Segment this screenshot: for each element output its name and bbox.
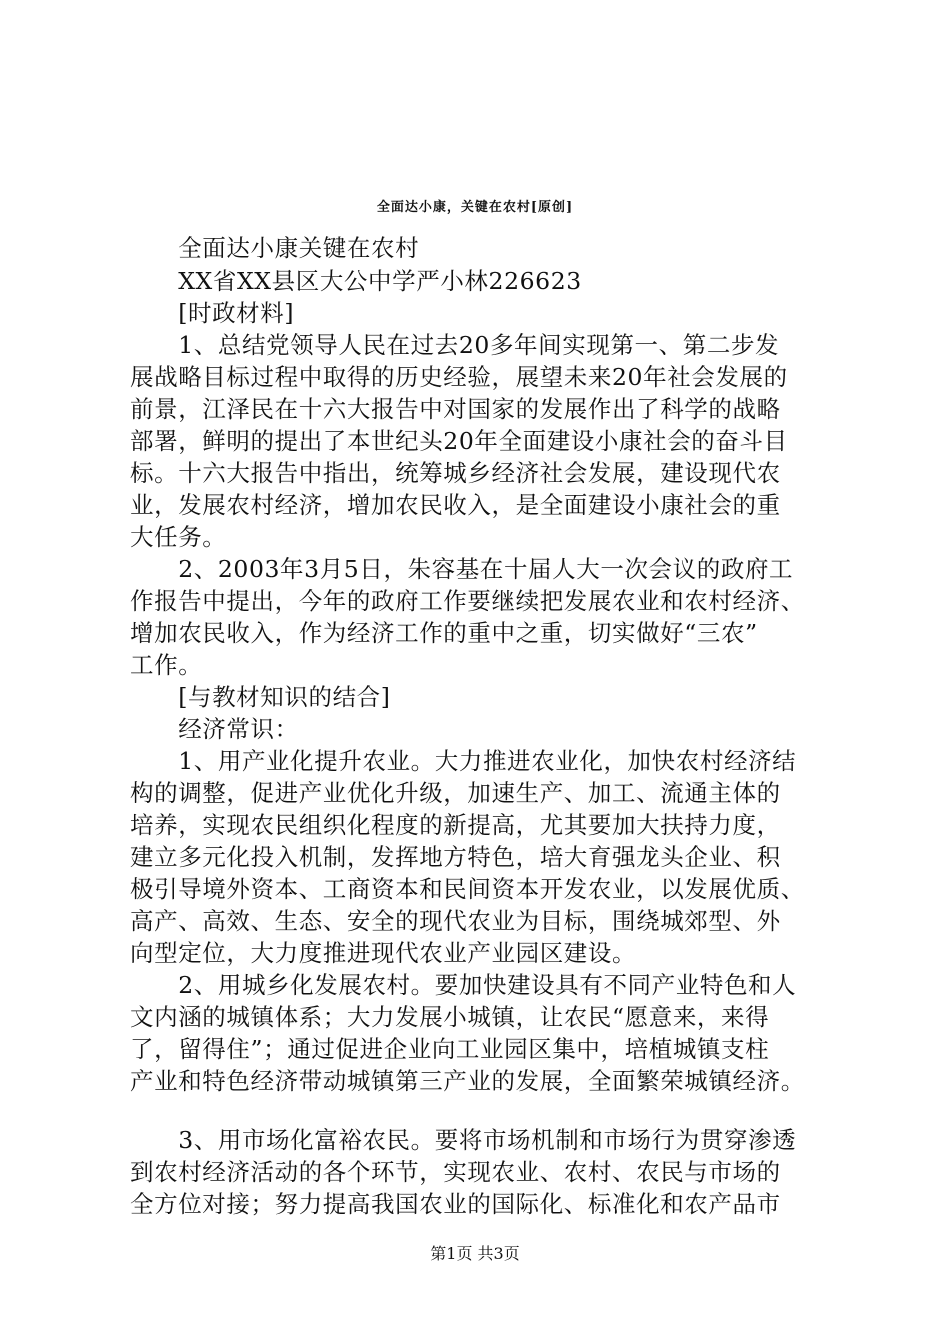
text-line: 文内涵的城镇体系；大力发展小城镇，让农民“愿意来，来得 bbox=[130, 1003, 770, 1031]
text-line: 展战略目标过程中取得的历史经验，展望未来20年社会发展的 bbox=[130, 363, 788, 391]
text-line: XX省XX县区大公中学严小林226623 bbox=[130, 267, 582, 295]
document-title: 全面达小康，关键在农村[原创] bbox=[376, 200, 574, 215]
text-line: 3、用市场化富裕农民。要将市场机制和市场行为贯穿渗透 bbox=[130, 1126, 797, 1154]
text-line: 1、总结党领导人民在过去20多年间实现第一、第二步发 bbox=[130, 331, 780, 359]
text-line: 全方位对接；努力提高我国农业的国际化、标准化和农产品市 bbox=[130, 1190, 781, 1218]
text-line: 业，发展农村经济，增加农民收入，是全面建设小康社会的重 bbox=[130, 491, 781, 519]
text-line: 了，留得住”；通过促进企业向工业园区集中，培植城镇支柱 bbox=[130, 1035, 770, 1063]
text-line: 1、用产业化提升农业。大力推进农业化，加快农村经济结 bbox=[130, 747, 797, 775]
text-line: 前景，江泽民在十六大报告中对国家的发展作出了科学的战略 bbox=[130, 395, 781, 423]
text-line: 标。十六大报告中指出，统筹城乡经济社会发展，建设现代农 bbox=[130, 459, 781, 487]
text-line: 全面达小康关键在农村 bbox=[130, 234, 420, 262]
text-line: 向型定位，大力度推进现代农业产业园区建设。 bbox=[130, 939, 637, 967]
text-line: 产业和特色经济带动城镇第三产业的发展，全面繁荣城镇经济。 bbox=[130, 1067, 805, 1095]
text-line: 经济常识： bbox=[130, 715, 299, 743]
text-line: 到农村经济活动的各个环节，实现农业、农村、农民与市场的 bbox=[130, 1158, 781, 1186]
text-line: 大任务。 bbox=[130, 523, 227, 551]
text-line: [时政材料] bbox=[130, 299, 295, 327]
text-line: 工作。 bbox=[130, 651, 203, 679]
text-line: 部署，鲜明的提出了本世纪头20年全面建设小康社会的奋斗目 bbox=[130, 427, 788, 455]
text-line: 2、2003年3月5日，朱容基在十届人大一次会议的政府工 bbox=[130, 555, 794, 583]
text-line: 2、用城乡化发展农村。要加快建设具有不同产业特色和人 bbox=[130, 971, 797, 999]
text-line: [与教材知识的结合] bbox=[130, 683, 391, 711]
text-line: 构的调整，促进产业优化升级，加速生产、加工、流通主体的 bbox=[130, 779, 781, 807]
text-line: 高产、高效、生态、安全的现代农业为目标，围绕城郊型、外 bbox=[130, 907, 781, 935]
page-footer: 第1页 共3页 bbox=[430, 1244, 520, 1263]
text-line: 建立多元化投入机制，发挥地方特色，培大育强龙头企业、积 bbox=[130, 843, 781, 871]
text-line: 培养，实现农民组织化程度的新提高，尤其要加大扶持力度， bbox=[130, 811, 781, 839]
text-line: 极引导境外资本、工商资本和民间资本开发农业，以发展优质、 bbox=[130, 875, 805, 903]
text-line: 作报告中提出，今年的政府工作要继续把发展农业和农村经济、 bbox=[130, 587, 805, 615]
text-line: 增加农民收入，作为经济工作的重中之重，切实做好“三农” bbox=[130, 619, 758, 647]
